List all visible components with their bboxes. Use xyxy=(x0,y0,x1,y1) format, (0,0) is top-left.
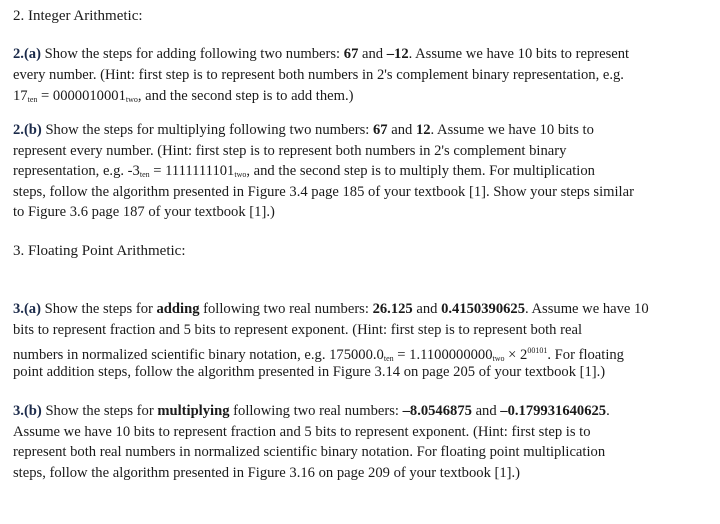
text: and xyxy=(412,301,442,317)
text: numbers in normalized scientific binary notation, e.g. 175000.0 xyxy=(13,347,384,363)
text: , and the second step is to add them.) xyxy=(137,88,354,104)
text: and xyxy=(471,403,501,419)
q2b-line2: represent every number. (Hint: first step is to represent both numbers in 2's complement binary xyxy=(13,143,567,159)
text: Show the steps for xyxy=(40,301,157,317)
subscript: ten xyxy=(383,354,394,363)
number: –8.0546875 xyxy=(402,403,472,419)
text: = 1.1100000000 xyxy=(393,347,493,363)
subscript: ten xyxy=(139,170,150,179)
number: 67 xyxy=(372,122,388,138)
text: . Assume we have 10 bits to represent xyxy=(408,46,630,62)
q3b-line2: Assume we have 10 bits to represent fraction and 5 bits to represent exponent. (Hint: first step is to xyxy=(13,424,591,440)
q2a-line2: every number. (Hint: first step is to represent both numbers in 2's complement binary representation, e.g. xyxy=(13,67,624,83)
text: and xyxy=(358,46,387,62)
operation: adding xyxy=(156,301,200,317)
text: . xyxy=(606,403,610,419)
number: –12 xyxy=(386,46,409,62)
text: × 2 xyxy=(504,347,528,363)
subscript: ten xyxy=(27,95,38,104)
text: . Assume we have 10 bits to xyxy=(430,122,594,138)
text: following two real numbers: xyxy=(199,301,373,317)
text: Show the steps for xyxy=(41,403,158,419)
subscript: two xyxy=(492,354,505,363)
text: = 1111111101 xyxy=(149,163,235,179)
subscript: two xyxy=(125,95,138,104)
q3a-label: 3.(a) xyxy=(13,301,41,317)
q2b-line1 xyxy=(13,120,594,140)
q2a-line1 xyxy=(13,44,629,64)
text: 17 xyxy=(13,88,28,104)
q2b-line5: to Figure 3.6 page 187 of your textbook [1].) xyxy=(13,204,275,220)
q3b-line1 xyxy=(13,401,610,421)
operation: multiplying xyxy=(157,403,230,419)
text: and xyxy=(387,122,416,138)
number: 0.4150390625 xyxy=(441,301,526,317)
subscript: two xyxy=(234,170,247,179)
q3a-line1 xyxy=(13,299,649,319)
number: 12 xyxy=(415,122,431,138)
text: Show the steps for adding following two numbers: xyxy=(40,46,344,62)
q3a-line2: bits to represent fraction and 5 bits to represent exponent. (Hint: first step is to represent both real xyxy=(13,322,582,338)
number: 26.125 xyxy=(372,301,413,317)
heading-integer-arithmetic: 2. Integer Arithmetic: xyxy=(13,8,143,24)
q2a-line3 xyxy=(13,86,354,110)
q2a-label: 2.(a) xyxy=(13,46,41,62)
text: . Assume we have 10 xyxy=(525,301,649,317)
q3b-line4: steps, follow the algorithm presented in Figure 3.16 on page 209 of your textbook [1].) xyxy=(13,465,521,481)
text: = 0000010001 xyxy=(37,88,126,104)
number: –0.179931640625 xyxy=(500,403,607,419)
q3b-label: 3.(b) xyxy=(13,403,42,419)
text: . For floating xyxy=(547,347,624,363)
text: , and the second step is to multiply them. For multiplication xyxy=(246,163,595,179)
q2b-label: 2.(b) xyxy=(13,122,42,138)
text: representation, e.g. -3 xyxy=(13,163,140,179)
heading-floating-point-arithmetic: 3. Floating Point Arithmetic: xyxy=(13,243,186,259)
number: 67 xyxy=(343,46,359,62)
q3b-line3: represent both real numbers in normalized scientific binary notation. For floating point multiplication xyxy=(13,444,606,460)
text: Show the steps for multiplying following two numbers: xyxy=(41,122,373,138)
q3a-line4: point addition steps, follow the algorithm presented in Figure 3.14 on page 205 of your textbook [1].) xyxy=(13,364,606,380)
text: following two real numbers: xyxy=(229,403,403,419)
superscript: 00101 xyxy=(527,346,548,355)
q2b-line4: steps, follow the algorithm presented in Figure 3.4 page 185 of your textbook [1]. Show your steps similar xyxy=(13,184,634,200)
